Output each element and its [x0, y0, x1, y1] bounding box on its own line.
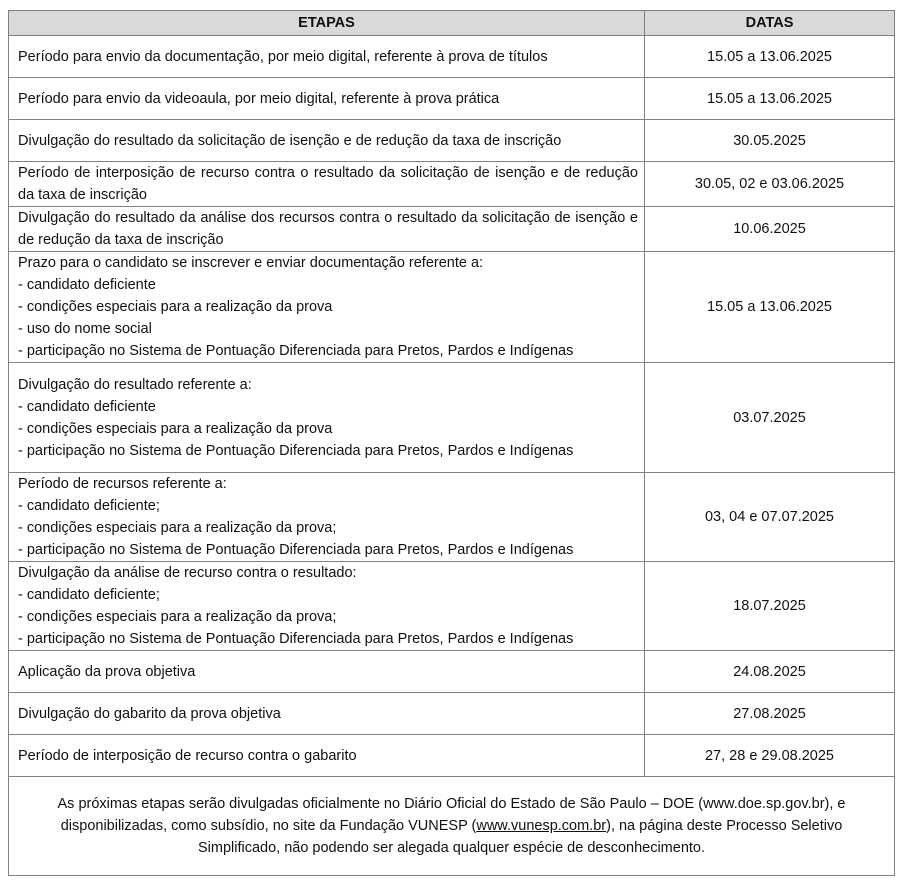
- table-row: [9, 562, 895, 651]
- data-cell: 03.07.2025: [645, 363, 895, 473]
- table-row: [9, 693, 895, 735]
- header-datas: DATAS: [645, 11, 895, 36]
- etapa-cell: Período de interposição de recurso contra o gabarito: [9, 735, 645, 777]
- etapa-cell: Período para envio da documentação, por meio digital, referente à prova de títulos: [9, 36, 645, 78]
- etapa-cell: Divulgação do resultado da solicitação de isenção e de redução da taxa de inscrição: [9, 120, 645, 162]
- data-cell: 30.05, 02 e 03.06.2025: [645, 162, 895, 207]
- data-cell: 30.05.2025: [645, 120, 895, 162]
- table-row: [9, 252, 895, 363]
- table-row: [9, 78, 895, 120]
- data-cell: 18.07.2025: [645, 562, 895, 651]
- etapa-cell: Período de interposição de recurso contra o resultado da solicitação de isenção e de redução da taxa de inscrição: [9, 162, 645, 207]
- data-cell: 27.08.2025: [645, 693, 895, 735]
- etapa-cell: Período de recursos referente a: - candidato deficiente; - condições especiais para a realização da prova; - participação no Sistema de Pontuação Diferenciada para Pretos, Pardos e Indígenas: [9, 473, 645, 562]
- etapa-cell: Divulgação do resultado da análise dos recursos contra o resultado da solicitação de isenção e de redução da taxa de inscrição: [9, 207, 645, 252]
- table-row: [9, 162, 895, 207]
- data-cell: 27, 28 e 29.08.2025: [645, 735, 895, 777]
- etapa-cell: Divulgação da análise de recurso contra o resultado: - candidato deficiente; - condições especiais para a realização da prova; - participação no Sistema de Pontuação Diferenciada para Pretos, Pardos e Indígenas: [9, 562, 645, 651]
- schedule-table: [8, 10, 895, 876]
- table-row: [9, 473, 895, 562]
- etapa-cell: Prazo para o candidato se inscrever e enviar documentação referente a: - candidato deficiente - condições especiais para a realização da prova - uso do nome social - participação no Sistema de Pontuação Diferenciada para Pretos, Pardos e Indígenas: [9, 252, 645, 363]
- footer-text-before: As próximas etapas serão divulgadas oficialmente no Diário Oficial do Estado de São Paulo – DOE (www.doe.sp.gov.br), e disponibilizadas, como subsídio, no site da Fundação VUNESP (: [57, 796, 846, 834]
- footer-row: [9, 777, 895, 876]
- header-row: [9, 11, 895, 36]
- footer-note: [9, 777, 895, 876]
- data-cell: 03, 04 e 07.07.2025: [645, 473, 895, 562]
- table-row: [9, 207, 895, 252]
- data-cell: 15.05 a 13.06.2025: [645, 78, 895, 120]
- table-row: [9, 363, 895, 473]
- data-cell: 10.06.2025: [645, 207, 895, 252]
- schedule-body: [9, 36, 895, 876]
- header-etapas: ETAPAS: [9, 11, 645, 36]
- etapa-cell: Divulgação do resultado referente a: - candidato deficiente - condições especiais para a realização da prova - participação no Sistema de Pontuação Diferenciada para Pretos, Pardos e Indígenas: [9, 363, 645, 473]
- table-row: [9, 120, 895, 162]
- etapa-cell: Aplicação da prova objetiva: [9, 651, 645, 693]
- etapa-cell: Divulgação do gabarito da prova objetiva: [9, 693, 645, 735]
- data-cell: 15.05 a 13.06.2025: [645, 36, 895, 78]
- etapa-cell: Período para envio da videoaula, por meio digital, referente à prova prática: [9, 78, 645, 120]
- table-row: [9, 735, 895, 777]
- table-row: [9, 36, 895, 78]
- vunesp-link[interactable]: www.vunesp.com.br: [476, 818, 607, 834]
- data-cell: 15.05 a 13.06.2025: [645, 252, 895, 363]
- footer-text-after: ), na página deste Processo Seletivo Simplificado, não podendo ser alegada qualquer espécie de desconhecimento.: [197, 818, 843, 856]
- table-row: [9, 651, 895, 693]
- data-cell: 24.08.2025: [645, 651, 895, 693]
